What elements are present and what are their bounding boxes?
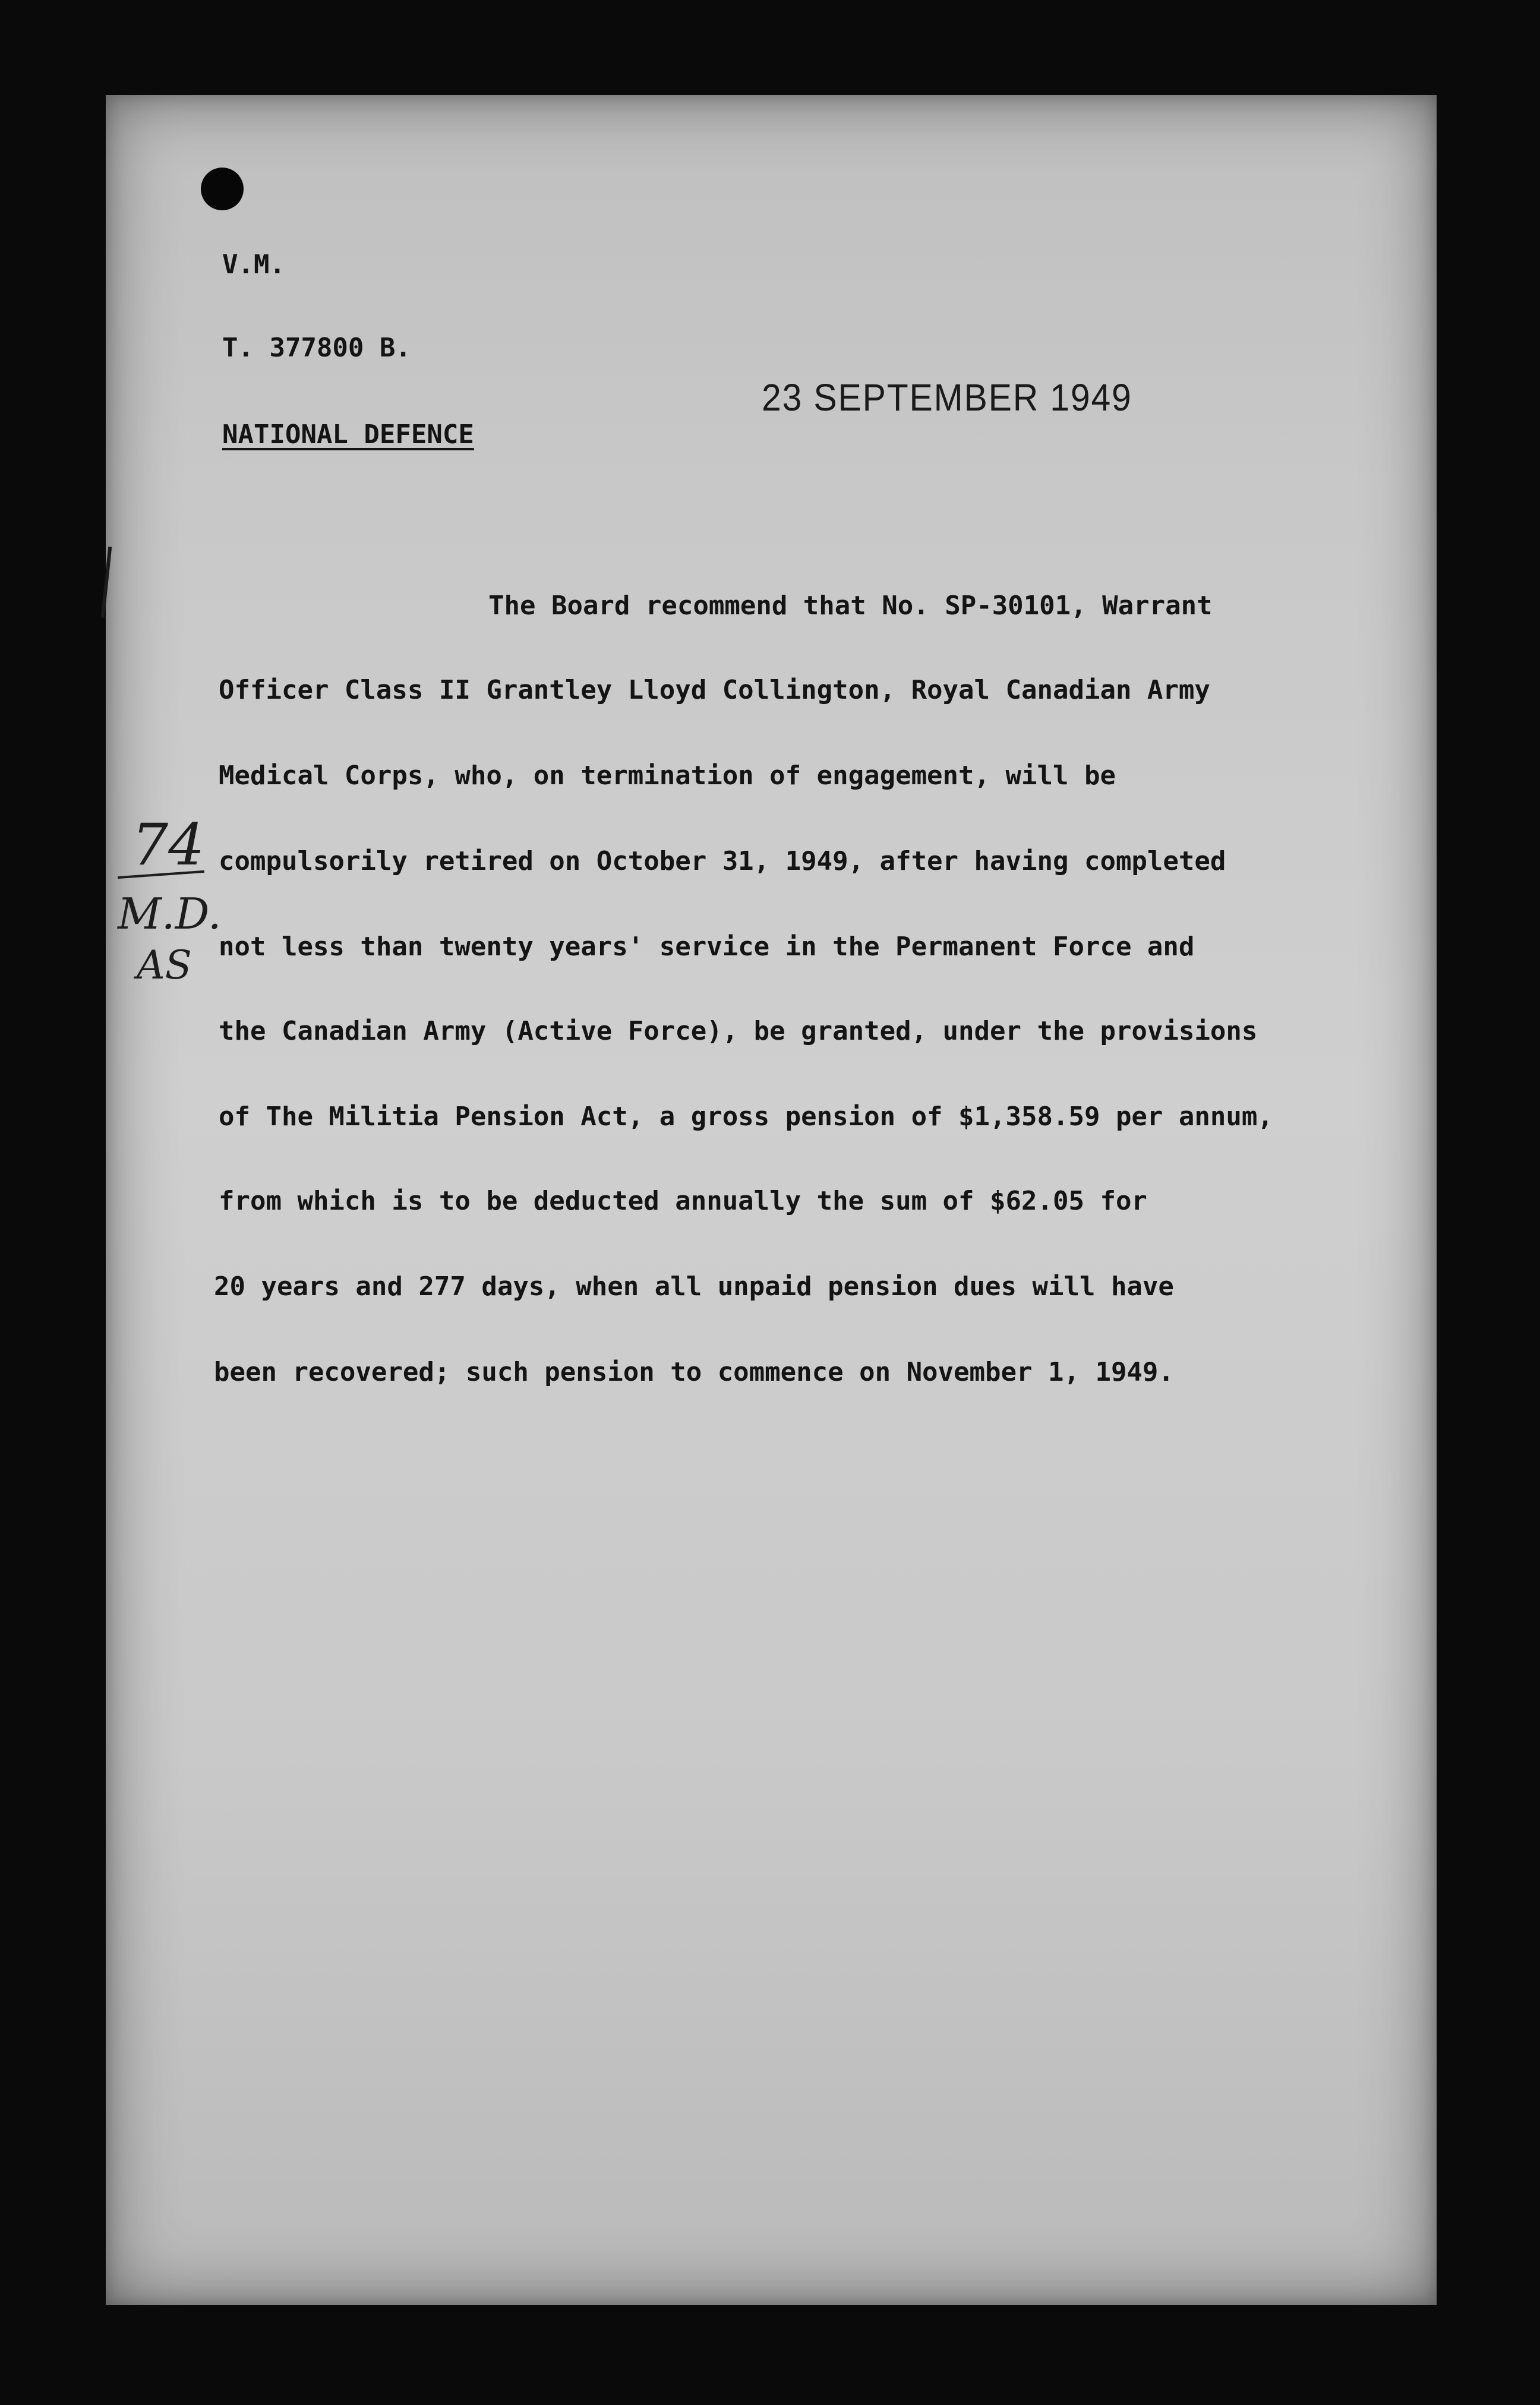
body-line-9: 20 years and 277 days, when all unpaid pension dues will have xyxy=(214,1271,1174,1302)
department-heading: NATIONAL DEFENCE xyxy=(222,419,474,450)
body-line-8: from which is to be deducted annually the sum of $62.05 for xyxy=(219,1186,1147,1216)
body-line-1: The Board recommend that No. SP-30101, Warrant xyxy=(488,591,1213,621)
header-initials: V.M. xyxy=(222,250,285,280)
file-reference: T. 377800 B. xyxy=(222,333,411,363)
date-stamp: 23 SEPTEMBER 1949 xyxy=(762,376,1132,419)
body-line-7: of The Militia Pension Act, a gross pension of $1,358.59 per annum, xyxy=(219,1101,1273,1132)
body-line-4: compulsorily retired on October 31, 1949, after having completed xyxy=(219,846,1226,876)
margin-note-initials-2: AS xyxy=(137,942,192,988)
margin-note-initials-1: M.D. xyxy=(118,889,222,939)
body-line-6: the Canadian Army (Active Force), be granted, under the provisions xyxy=(219,1016,1258,1046)
body-line-5: not less than twenty years' service in the Permanent Force and xyxy=(219,932,1195,962)
punch-hole xyxy=(201,168,244,210)
margin-note-number: 74 xyxy=(132,812,205,878)
body-line-2: Officer Class II Grantley Lloyd Collington, Royal Canadian Army xyxy=(219,675,1210,705)
body-line-10: been recovered; such pension to commence on November 1, 1949. xyxy=(214,1357,1174,1387)
body-line-3: Medical Corps, who, on termination of engagement, will be xyxy=(219,760,1116,791)
